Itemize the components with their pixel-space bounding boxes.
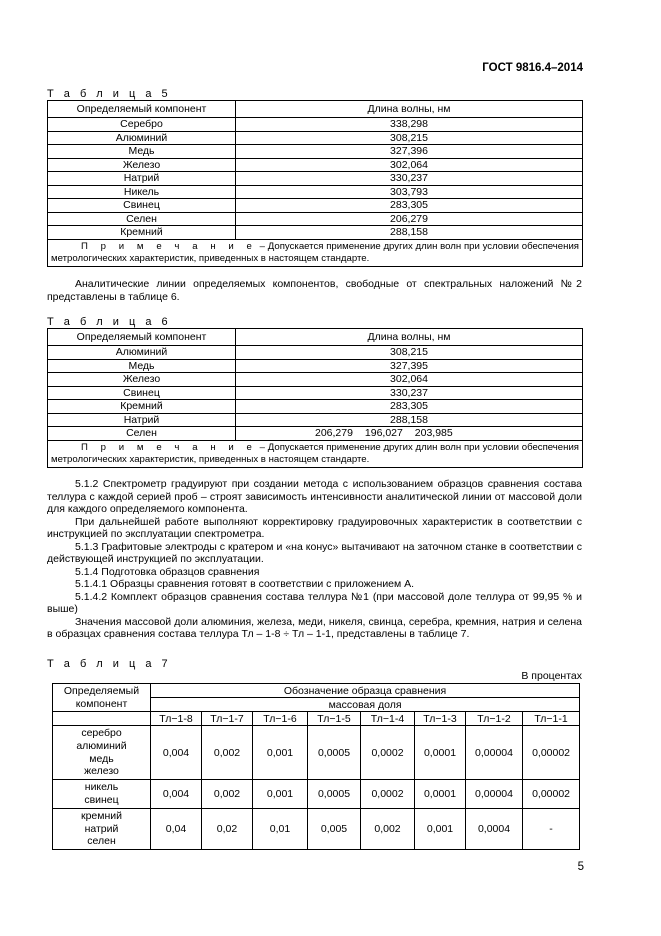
table7-header-component: Определяемый компонент xyxy=(53,684,151,712)
table6-cell-wavelength: 327,395 xyxy=(236,359,583,373)
table-row xyxy=(53,808,580,849)
table-row xyxy=(53,780,580,809)
table-row xyxy=(48,346,583,360)
table5-header-component: Определяемый компонент xyxy=(48,101,236,118)
table7-cell-value: 0,00004 xyxy=(466,780,523,809)
table-row xyxy=(48,185,583,199)
selenium-wavelength-3: 203,985 xyxy=(414,427,453,440)
table-row xyxy=(48,212,583,226)
paragraph-5-1-4-1: 5.1.4.1 Образцы сравнения готовят в соответствии с приложением А. xyxy=(75,578,415,590)
table7-cell-value: 0,0004 xyxy=(466,808,523,849)
table5-cell-component: Серебро xyxy=(48,118,236,132)
table7-header-sample: Тл−1-4 xyxy=(361,712,415,726)
table7-header-sample: Тл−1-8 xyxy=(151,712,202,726)
table7-header-sample: Тл−1-3 xyxy=(415,712,466,726)
table7-cell-value: 0,0002 xyxy=(361,726,415,780)
table7-header-sample: Тл−1-6 xyxy=(253,712,308,726)
component-name: селен xyxy=(87,835,116,848)
component-name: алюминий xyxy=(76,739,127,752)
component-name: натрий xyxy=(84,822,119,835)
paragraph-5-1-4-2: 5.1.4.2 Комплект образцов сравнения состава теллура №1 (при массовой доле теллура от 99,95 % и выше) xyxy=(47,590,582,615)
table7-cell-value: 0,00002 xyxy=(523,726,580,780)
table5-cell-component: Натрий xyxy=(48,172,236,186)
table7-cell-value: 0,001 xyxy=(253,726,308,780)
table7-cell-components xyxy=(53,726,151,780)
table5-caption: Т а б л и ц а 5 xyxy=(47,88,172,100)
table6-cell-wavelength: 302,064 xyxy=(236,373,583,387)
table-row xyxy=(48,199,583,213)
table6-cell-component: Железо xyxy=(48,373,236,387)
table6-header-component: Определяемый компонент xyxy=(48,329,236,346)
paragraph-5-1-3: 5.1.3 Графитовые электроды с кратером и «на конус» вытачивают на заточном станке в соответствии с действующей инструкцией по эксплуатации. xyxy=(47,540,582,565)
table7-header-sample: Тл−1-2 xyxy=(466,712,523,726)
table7-cell-value: 0,002 xyxy=(361,808,415,849)
table7-cell-value: 0,0002 xyxy=(361,780,415,809)
table7-cell-value: 0,001 xyxy=(415,808,466,849)
table-row xyxy=(48,118,583,132)
table5-cell-wavelength: 283,305 xyxy=(236,199,583,213)
table5-cell-wavelength: 330,237 xyxy=(236,172,583,186)
table5-cell-component: Медь xyxy=(48,145,236,159)
table7-header-sample: Тл−1-7 xyxy=(202,712,253,726)
table7-cell-value: 0,02 xyxy=(202,808,253,849)
table6-cell-wavelength: 308,215 xyxy=(236,346,583,360)
table6-caption: Т а б л и ц а 6 xyxy=(47,316,172,328)
table-row xyxy=(48,145,583,159)
table5-cell-component: Алюминий xyxy=(48,131,236,145)
table-row xyxy=(48,172,583,186)
table5-note xyxy=(48,239,583,266)
table5-cell-component: Селен xyxy=(48,212,236,226)
table-row xyxy=(48,400,583,414)
component-name: кремний xyxy=(80,809,123,822)
table6-cell-component: Селен xyxy=(48,427,236,441)
table6-cell-wavelength: 288,158 xyxy=(236,413,583,427)
table6-cell-selenium-wavelengths xyxy=(236,427,583,441)
table-row xyxy=(48,158,583,172)
standard-designation: ГОСТ 9816.4–2014 xyxy=(482,62,583,74)
paragraph-mass-fraction-values: Значения массовой доли алюминия, железа, меди, никеля, свинца, серебра, кремния, натрия и селена в образцах сравнения состава теллура Тл – 1-8 ÷ Тл – 1-1, представлены в таблице 7. xyxy=(47,615,582,640)
table6-cell-wavelength: 283,305 xyxy=(236,400,583,414)
table5-cell-component: Железо xyxy=(48,158,236,172)
table6-cell-component: Свинец xyxy=(48,386,236,400)
table5-note-label: П р и м е ч а н и е xyxy=(81,240,257,252)
table7-cell-components xyxy=(53,808,151,849)
table6 xyxy=(47,328,583,468)
table7-cell-value: 0,0005 xyxy=(308,780,361,809)
component-name: никель xyxy=(84,781,119,794)
table7-cell-value: 0,0001 xyxy=(415,726,466,780)
table7-cell-value: 0,04 xyxy=(151,808,202,849)
table5-cell-component: Кремний xyxy=(48,226,236,240)
table5-cell-wavelength: 302,064 xyxy=(236,158,583,172)
table7-cell-value: 0,004 xyxy=(151,780,202,809)
table5-cell-wavelength: 206,279 xyxy=(236,212,583,226)
table6-header-wavelength: Длина волны, нм xyxy=(236,329,583,346)
component-name: свинец xyxy=(84,793,119,806)
table5-cell-wavelength: 327,396 xyxy=(236,145,583,159)
table-row xyxy=(48,373,583,387)
table6-cell-component: Натрий xyxy=(48,413,236,427)
paragraph-analytical-lines: Аналитические линии определяемых компонентов, свободные от спектральных наложений №2 представлены в таблице 6. xyxy=(47,278,582,303)
table6-note-label: П р и м е ч а н и е xyxy=(81,441,257,453)
table6-note-text: – Допускается применение других длин волн при условии обеспечения метрологических характеристик, приведенных в настоящем стандарте. xyxy=(51,441,579,465)
table-row xyxy=(53,726,580,780)
table7-cell-value: 0,00002 xyxy=(523,780,580,809)
table5-cell-component: Свинец xyxy=(48,199,236,213)
paragraph-5-1-2: 5.1.2 Спектрометр градуируют при создании метода с использованием образцов сравнения состава теллура с каждой серией проб – строят зависимость интенсивности аналитической линии от массовой доли для каждого определяемого компонента. xyxy=(47,478,582,515)
table7-header-mass-fraction: массовая доля xyxy=(151,698,580,712)
table-row xyxy=(48,359,583,373)
table5-cell-wavelength: 288,158 xyxy=(236,226,583,240)
body-text xyxy=(47,478,582,641)
table-row xyxy=(48,413,583,427)
table7-cell-value: 0,002 xyxy=(202,726,253,780)
table7-cell-value: 0,005 xyxy=(308,808,361,849)
selenium-wavelength-1: 206,279 xyxy=(315,427,353,440)
paragraph-further-work: При дальнейшей работе выполняют корректировку градуировочных характеристик в соответствии с инструкцией по эксплуатации спектрометра. xyxy=(47,515,582,540)
table-row xyxy=(48,131,583,145)
table7-header-group: Обозначение образца сравнения xyxy=(151,684,580,698)
table7-cell-value: 0,001 xyxy=(253,780,308,809)
table5-note-text: – Допускается применение других длин волн при условии обеспечения метрологических характеристик, приведенных в настоящем стандарте. xyxy=(51,240,579,264)
component-name: медь xyxy=(89,752,114,765)
table5-cell-wavelength: 303,793 xyxy=(236,185,583,199)
table5-cell-component: Никель xyxy=(48,185,236,199)
selenium-wavelength-2: 196,027 xyxy=(364,427,403,440)
table6-note xyxy=(48,440,583,467)
component-name: железо xyxy=(84,765,119,778)
table7-cell-value: 0,0001 xyxy=(415,780,466,809)
table7-cell-components xyxy=(53,780,151,809)
table7-cell-value: 0,01 xyxy=(253,808,308,849)
table5 xyxy=(47,100,583,267)
table7-cell-value: 0,002 xyxy=(202,780,253,809)
table-row xyxy=(48,226,583,240)
page-number: 5 xyxy=(577,861,584,873)
table7-cell-value: 0,004 xyxy=(151,726,202,780)
table5-cell-wavelength: 308,215 xyxy=(236,131,583,145)
table-row xyxy=(48,386,583,400)
paragraph-5-1-4: 5.1.4 Подготовка образцов сравнения xyxy=(75,565,260,578)
table6-cell-component: Кремний xyxy=(48,400,236,414)
table5-header-wavelength: Длина волны, нм xyxy=(236,101,583,118)
table6-cell-wavelength: 330,237 xyxy=(236,386,583,400)
table7-header-sample: Тл−1-1 xyxy=(523,712,580,726)
table7-cell-value: 0,00004 xyxy=(466,726,523,780)
table6-cell-component: Алюминий xyxy=(48,346,236,360)
table7-cell-value: 0,0005 xyxy=(308,726,361,780)
table7-header-sample: Тл−1-5 xyxy=(308,712,361,726)
table7-caption: Т а б л и ц а 7 xyxy=(47,658,172,670)
table7-cell-value: - xyxy=(523,808,580,849)
table6-cell-component: Медь xyxy=(48,359,236,373)
component-name: серебро xyxy=(81,727,122,739)
table7 xyxy=(52,683,580,850)
table7-units: В процентах xyxy=(521,670,582,682)
table7-header-empty xyxy=(53,712,151,726)
table5-cell-wavelength: 338,298 xyxy=(236,118,583,132)
